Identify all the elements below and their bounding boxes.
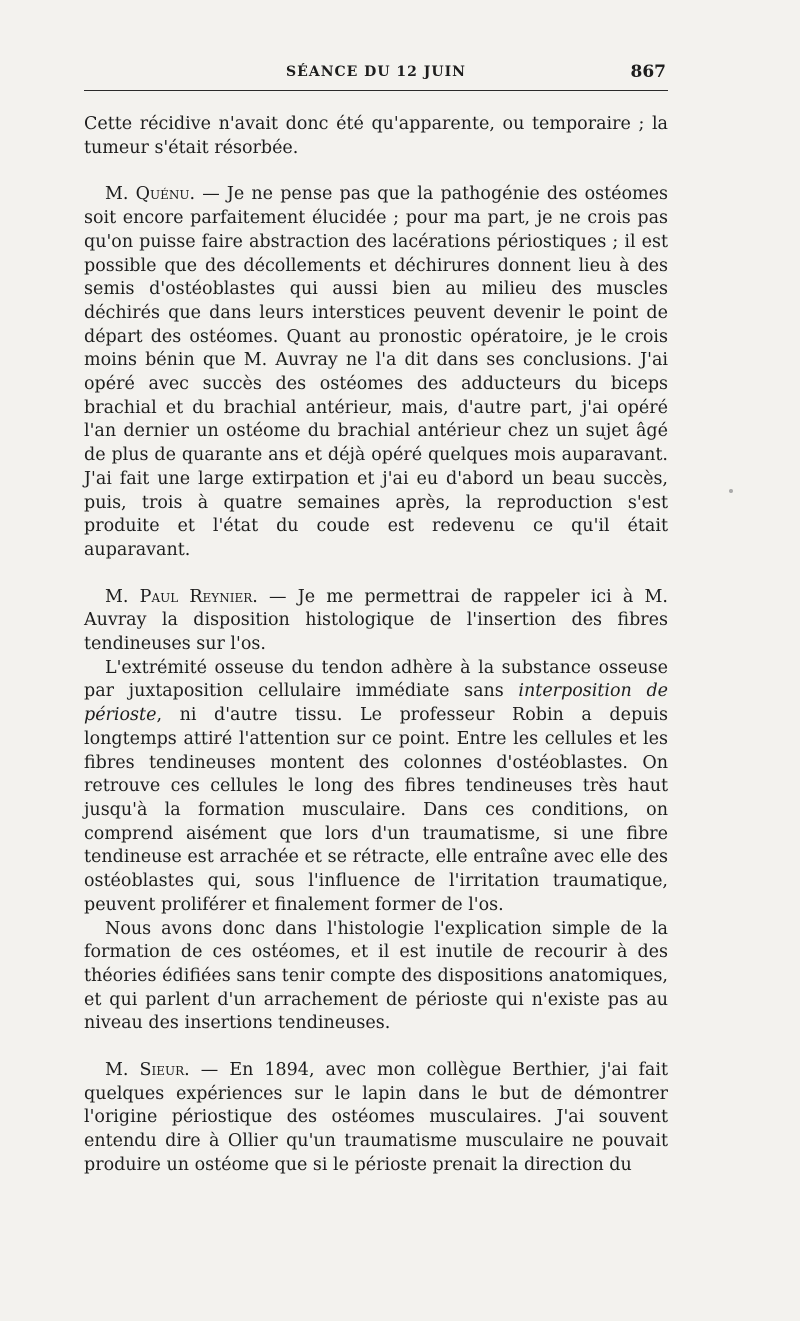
- paragraph-quenu: [84, 183, 668, 562]
- paragraph-text: Nous avons donc dans l'histologie l'explication simple de la formation de ces ostéomes, et il est inutile de recourir à des théories édifiées sans tenir compte des dispositions anatomiques, et qui parlent d'un arrachement de périoste qui n'existe pas au niveau des insertions tendineuses.: [84, 918, 668, 1034]
- page-number: 867: [630, 62, 666, 82]
- running-head: SÉANCE DU 12 JUIN: [286, 64, 466, 80]
- emphasis-text: interposition de périoste: [84, 681, 669, 726]
- paragraph-text: — Je ne pense pas que la pathogénie des ostéomes soit encore parfaitement élucidée ; pour ma part, je ne crois pas qu'on puisse faire abstraction des lacérations périostiques ; il est possible que des décollements et déchirures donnent lieu à des semis d'ostéoblastes qui aussi bien au milieu des muscles déchirés que dans leurs interstices peuvent devenir le point de départ des ostéomes. Quant au pronostic opératoire, je le crois moins bénin que M. Auvray ne l'a dit dans ses conclusions. J'ai opéré avec succès des ostéomes des adducteurs du biceps brachial et du brachial antérieur, mais, d'autre part, j'ai opéré l'an dernier un ostéome du brachial antérieur chez un sujet âgé de plus de quarante ans et déjà opéré quelques mois auparavant. J'ai fait une large extirpation et j'ai eu d'abord un beau succès, puis, trois à quatre semaines après, la reproduction s'est produite et l'état du coude est redevenu ce qu'il était auparavant.: [84, 184, 668, 560]
- speaker-name: M. Quénu.: [105, 184, 196, 205]
- paragraph-conclusion: [84, 918, 668, 1037]
- speaker-name: M. Sieur.: [105, 1060, 190, 1081]
- document-page: [84, 58, 668, 1178]
- margin-dot-mark: [729, 489, 733, 493]
- paragraph-text: — Je me permettrai de rappeler ici à M. Auvray la disposition histologique de l'insertion des fibres tendineuses sur l'os.: [84, 586, 668, 655]
- paragraph-histology: [84, 657, 668, 918]
- paragraph-text: Cette récidive n'avait donc été qu'apparente, ou temporaire ; la tumeur s'était résorbée.: [84, 114, 668, 158]
- paragraph-recidive: [84, 113, 668, 160]
- speaker-name: M. Paul Reynier.: [105, 586, 258, 607]
- paragraph-text: — En 1894, avec mon collègue Berthier, j'ai fait quelques expériences sur le lapin dans le but de démontrer l'origine périostique des ostéomes musculaires. J'ai souvent entendu dire à Ollier qu'un traumatisme musculaire ne pouvait produire un ostéome que si le périoste prenait la direction du: [84, 1060, 668, 1175]
- paragraph-reynier: [84, 586, 668, 657]
- paragraph-sieur: [84, 1059, 668, 1178]
- paragraph-text: L'extrémité osseuse du tendon adhère à la substance osseuse par juxtaposition cellulaire immédiate sans: [84, 657, 668, 702]
- paragraph-text: , ni d'autre tissu. Le professeur Robin a depuis longtemps attiré l'attention sur ce point. Entre les cellules et les fibres tendineuses montent des colonnes d'ostéoblastes. On retrouve ces cellules le long des fibres tendineuses très haut jusqu'à la formation musculaire. Dans ces conditions, on comprend aisément que lors d'un traumatisme, si une fibre tendineuse est arrachée et se rétracte, elle entraîne avec elle des ostéoblastes qui, sous l'influence de l'irritation traumatique, peuvent proliférer et finalement former de l'os.: [84, 705, 668, 915]
- body-text: [84, 113, 668, 1178]
- page-header: [84, 58, 668, 91]
